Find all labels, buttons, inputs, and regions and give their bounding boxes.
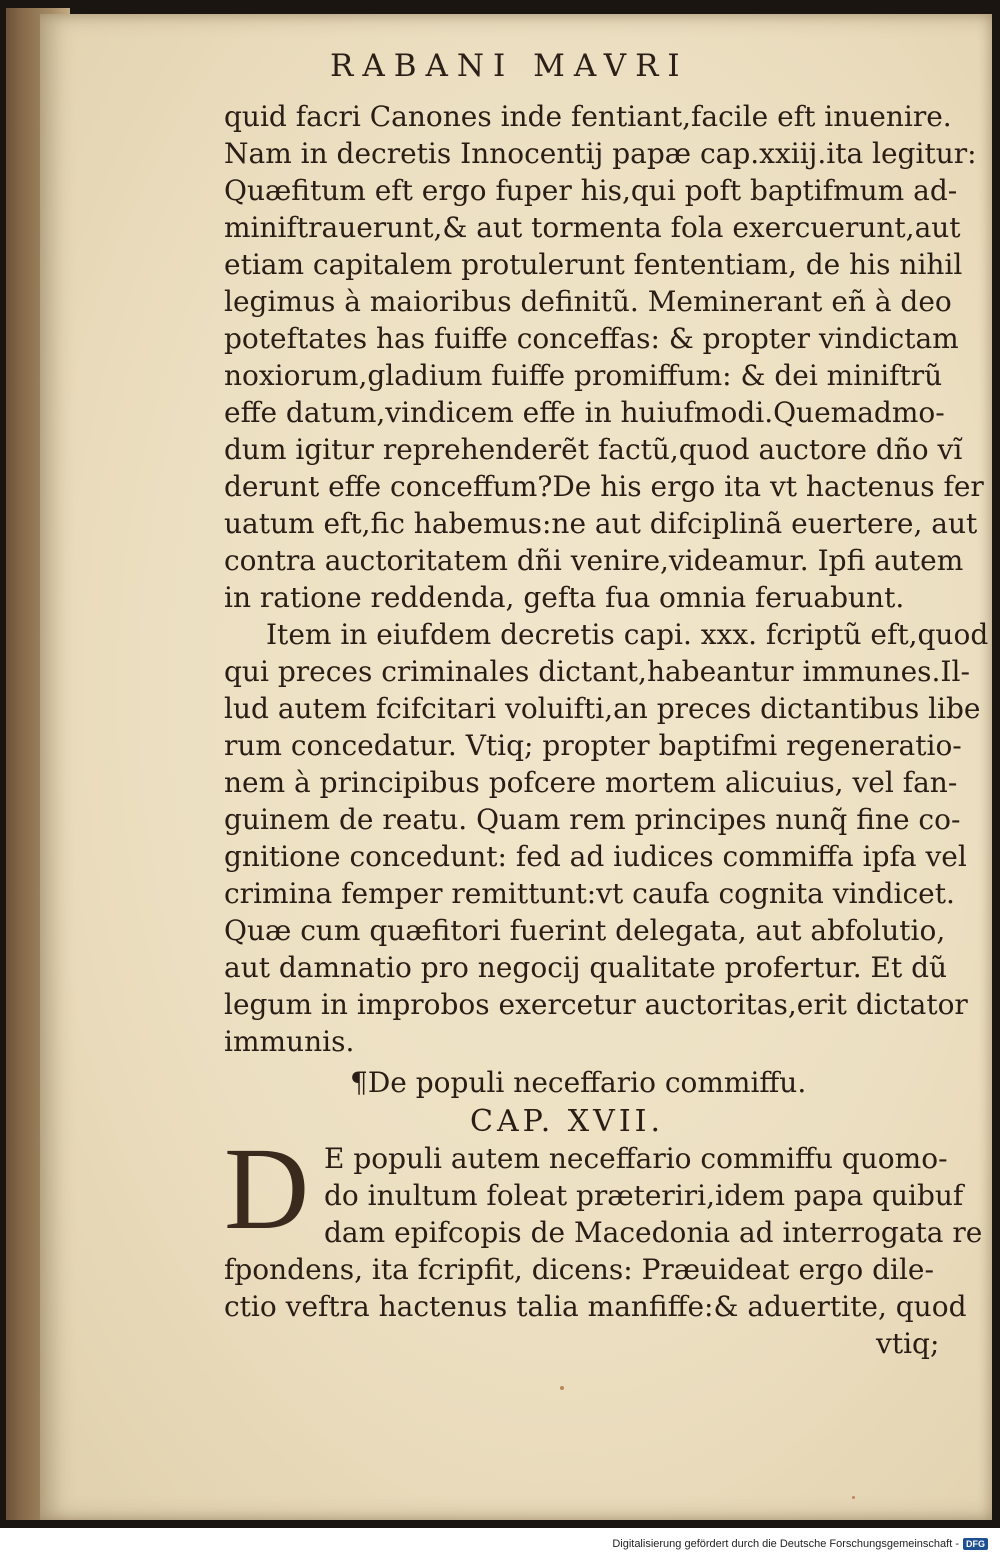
running-head: RABANI MAVRI: [330, 48, 689, 84]
text-line: Item in eiufdem decretis capi. xxx. fcriptũ eft,quod: [266, 618, 989, 651]
text-line: immunis.: [224, 1025, 355, 1058]
text-line: in ratione reddenda, gefta fua omnia feruabunt.: [224, 581, 905, 614]
text-line: legum in improbos exercetur auctoritas,erit dictator: [224, 988, 968, 1021]
text-line: dum igitur reprehenderẽt factũ,quod auctore dño vĩ: [224, 433, 963, 466]
text-line: contra auctoritatem dñi venire,videamur. Ipfi autem: [224, 544, 964, 577]
text-line: legimus à maioribus definitũ. Meminerant eñ à deo: [224, 285, 952, 318]
text-line: lud autem fcifcitari voluifti,an preces dictantibus libe: [224, 692, 981, 725]
text-line: crimina femper remittunt:vt caufa cognita vindicet.: [224, 877, 955, 910]
section-subheading: ¶De populi neceffario commiffu.: [350, 1066, 807, 1099]
dfg-logo: DFG: [963, 1538, 988, 1550]
text-line: Quæ cum quæfitori fuerint delegata, aut abfolutio,: [224, 914, 946, 947]
text-line: miniftrauerunt,& aut tormenta fola exercuerunt,aut: [224, 211, 961, 244]
paper-stain: [852, 1496, 855, 1499]
text-line: effe datum,vindicem effe in huiufmodi.Quemadmo-: [224, 396, 945, 429]
text-line: do inultum foleat præteriri,idem papa quibuf: [324, 1179, 964, 1212]
text-line: etiam capitalem protulerunt fententiam, de his nihil: [224, 248, 963, 281]
text-line: fpondens, ita fcripfit, dicens: Præuideat ergo dile-: [224, 1253, 934, 1286]
text-line: aut damnatio pro negocij qualitate profertur. Et dũ: [224, 951, 948, 984]
text-line: poteftates has fuiffe conceffas: & propter vindictam: [224, 322, 959, 355]
text-line: ctio veftra hactenus talia manfiffe:& aduertite, quod: [224, 1290, 967, 1323]
text-line: derunt effe conceffum?De his ergo ita vt hactenus fer: [224, 470, 984, 503]
chapter-heading: CAP. XVII.: [470, 1104, 665, 1139]
text-line: gnitione concedunt: fed ad iudices commiffa ipfa vel: [224, 840, 967, 873]
drop-initial: D: [224, 1123, 310, 1254]
text-line: Nam in decretis Innocentij papæ cap.xxiij.ita legitur:: [224, 137, 977, 170]
text-line: rum concedatur. Vtiq; propter baptifmi regeneratio-: [224, 729, 962, 762]
text-line: qui preces criminales dictant,habeantur immunes.Il-: [224, 655, 970, 688]
text-line: E populi autem neceffario commiffu quomo-: [324, 1142, 948, 1175]
footer-text: Digitalisierung gefördert durch die Deutsche Forschungsgemeinschaft -: [612, 1538, 959, 1550]
catchword: vtiq;: [876, 1327, 940, 1360]
digitization-footer: [612, 1538, 988, 1550]
text-line: Quæfitum eft ergo fuper his,qui poft baptifmum ad-: [224, 174, 958, 207]
text-line: quid facri Canones inde fentiant,facile eft inuenire.: [224, 100, 952, 133]
text-line: noxiorum,gladium fuiffe promiffum: & dei miniftrũ: [224, 359, 943, 392]
text-line: uatum eft,fic habemus:ne aut difciplinã euertere, aut: [224, 507, 978, 540]
text-line: guinem de reatu. Quam rem principes nunq̃ fine co-: [224, 803, 961, 836]
text-line: nem à principibus pofcere mortem alicuius, vel fan-: [224, 766, 958, 799]
text-line: dam epifcopis de Macedonia ad interrogata re: [324, 1216, 983, 1249]
paper-stain: [560, 1386, 564, 1390]
